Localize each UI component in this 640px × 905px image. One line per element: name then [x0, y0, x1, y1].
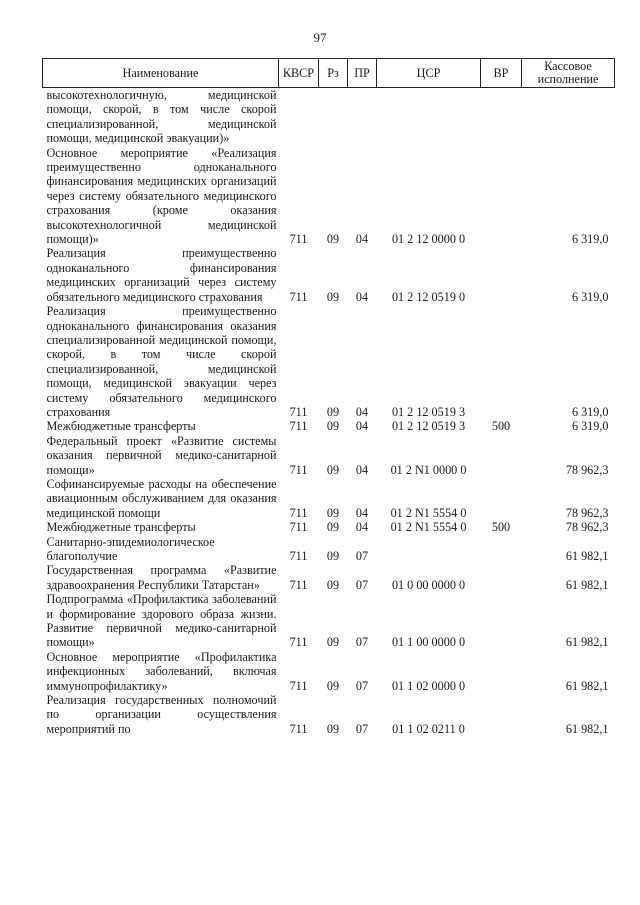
table-row — [43, 693, 615, 736]
row-rz: 09 — [326, 505, 340, 520]
row-csr: 01 2 N1 5554 0 — [390, 520, 467, 535]
row-amount: 78 962,3 — [565, 520, 609, 535]
table-row — [43, 592, 615, 650]
row-rz: 09 — [326, 549, 340, 563]
row-pr: 07 — [355, 635, 369, 650]
table-row — [43, 246, 615, 304]
row-kvsr: 711 — [289, 232, 308, 247]
row-amount: 78 962,3 — [565, 462, 609, 477]
row-pr: 07 — [355, 549, 369, 563]
row-csr: 01 2 N1 0000 0 — [390, 462, 467, 477]
row-amount: 61 982,1 — [565, 678, 609, 693]
table-row — [43, 304, 615, 419]
table-body — [43, 88, 615, 737]
header-vr: ВР — [481, 59, 522, 88]
row-csr: 01 0 00 0000 0 — [391, 577, 466, 592]
row-pr: 07 — [355, 678, 369, 693]
row-vr — [481, 693, 522, 736]
row-name: Подпрограмма «Профилактика заболеваний и формирование здорового образа жизни. Развитие первичной медико-санитарной помощи» — [46, 592, 277, 650]
row-kvsr: 711 — [289, 505, 308, 520]
row-amount: 61 982,1 — [565, 721, 609, 736]
row-amount: 6 319,0 — [571, 419, 609, 434]
row-vr — [481, 477, 522, 520]
row-pr: 04 — [355, 505, 369, 520]
table-row — [43, 563, 615, 592]
row-kvsr: 711 — [289, 721, 308, 736]
row-rz: 09 — [326, 520, 340, 535]
table-row — [43, 477, 615, 520]
row-vr: 500 — [491, 520, 511, 535]
table-header — [43, 59, 615, 88]
row-vr — [481, 592, 522, 650]
row-csr: 01 2 12 0519 3 — [391, 419, 466, 434]
row-amount: 6 319,0 — [571, 289, 609, 304]
row-vr — [481, 88, 522, 146]
row-csr — [377, 88, 481, 146]
row-vr — [481, 650, 522, 693]
row-vr — [481, 535, 522, 564]
budget-table — [42, 58, 615, 736]
row-kvsr: 711 — [289, 678, 308, 693]
row-csr: 01 2 12 0000 0 — [391, 232, 466, 247]
row-csr — [377, 535, 481, 564]
row-pr: 04 — [355, 419, 369, 434]
row-csr: 01 1 00 0000 0 — [391, 635, 466, 650]
row-vr — [481, 304, 522, 419]
table-row — [43, 535, 615, 564]
header-kassovoe: Кассовое исполнение — [522, 59, 615, 88]
row-pr: 07 — [355, 577, 369, 592]
row-name: Реализация преимущественно одноканального финансирования оказания специализированной медицинской помощи, скорой, в том числе скорой специализированной, медицинской помощи, медицинской эвакуации через систему обязательного медицинского страхования — [46, 304, 277, 419]
row-amount: 61 982,1 — [565, 635, 609, 650]
row-vr — [481, 146, 522, 247]
row-rz: 09 — [326, 577, 340, 592]
row-pr: 07 — [355, 721, 369, 736]
row-name: Федеральный проект «Развитие системы оказания первичной медико-санитарной помощи» — [46, 433, 277, 477]
row-rz: 09 — [326, 462, 340, 477]
row-kvsr: 711 — [289, 404, 308, 419]
row-kvsr: 711 — [289, 549, 308, 563]
row-pr — [348, 88, 377, 146]
row-rz: 09 — [326, 419, 340, 434]
table-row — [43, 434, 615, 477]
row-pr: 04 — [355, 289, 369, 304]
row-csr: 01 2 12 0519 0 — [391, 289, 466, 304]
row-kvsr: 711 — [289, 462, 308, 477]
row-vr — [481, 434, 522, 477]
table-row — [43, 650, 615, 693]
header-kvsr: КВСР — [279, 59, 319, 88]
row-kvsr: 711 — [289, 577, 308, 592]
row-rz: 09 — [326, 721, 340, 736]
row-name: Реализация преимущественно одноканального финансирования медицинских организаций через систему обязательного медицинского страхования — [46, 246, 277, 304]
row-name: Государственная программа «Развитие здравоохранения Республики Татарстан» — [46, 563, 277, 592]
row-name: Софинансируемые расходы на обеспечение авиационным обслуживанием для оказания медицинской помощи — [46, 476, 277, 520]
row-csr: 01 2 N1 5554 0 — [390, 505, 467, 520]
row-rz — [319, 88, 348, 146]
row-name: Основное мероприятие «Реализация преимущественно одноканального финансирования медицинских организаций через систему обязательного медицинского страхования (кроме оказания высокотехнологичной медицинской помощи)» — [46, 145, 277, 247]
header-rz: Рз — [319, 59, 348, 88]
row-csr: 01 1 02 0211 0 — [392, 721, 465, 736]
row-rz: 09 — [326, 678, 340, 693]
header-name: Наименование — [43, 59, 279, 88]
row-amount: 61 982,1 — [565, 549, 609, 563]
row-amount: 61 982,1 — [565, 577, 609, 592]
row-name: высокотехнологичную, медицинской помощи, скорой, в том числе скорой специализированной, медицинской помощи, медицинской эвакуации)» — [46, 88, 277, 146]
row-rz: 09 — [326, 232, 340, 247]
row-amount — [522, 88, 615, 146]
table-row — [43, 88, 615, 146]
row-name: Санитарно-эпидемиологическое благополучие — [46, 534, 215, 563]
row-vr — [481, 246, 522, 304]
table-row — [43, 146, 615, 247]
row-name: Межбюджетные трансферты — [46, 520, 196, 535]
row-vr: 500 — [491, 419, 511, 434]
row-pr: 04 — [355, 404, 369, 419]
header-pr: ПР — [348, 59, 377, 88]
row-amount: 6 319,0 — [571, 232, 609, 247]
row-pr: 04 — [355, 232, 369, 247]
row-name: Межбюджетные трансферты — [46, 419, 196, 434]
row-csr: 01 1 02 0000 0 — [391, 678, 466, 693]
row-amount: 78 962,3 — [565, 505, 609, 520]
row-amount: 6 319,0 — [571, 404, 609, 419]
row-rz: 09 — [326, 404, 340, 419]
row-kvsr: 711 — [289, 520, 308, 535]
row-pr: 04 — [355, 462, 369, 477]
row-rz: 09 — [326, 289, 340, 304]
row-kvsr: 711 — [289, 635, 308, 650]
row-kvsr: 711 — [289, 419, 308, 434]
row-kvsr — [279, 88, 319, 146]
row-name: Реализация государственных полномочий по организации осуществления мероприятий по — [46, 693, 277, 736]
row-vr — [481, 563, 522, 592]
table-row — [43, 520, 615, 534]
row-pr: 04 — [355, 520, 369, 535]
header-csr: ЦСР — [377, 59, 481, 88]
page-number: 97 — [313, 30, 327, 45]
table-row — [43, 419, 615, 433]
row-name: Основное мероприятие «Профилактика инфекционных заболеваний, включая иммунопрофилактику» — [46, 649, 277, 693]
row-csr: 01 2 12 0519 3 — [391, 404, 466, 419]
row-rz: 09 — [326, 635, 340, 650]
row-kvsr: 711 — [289, 289, 308, 304]
